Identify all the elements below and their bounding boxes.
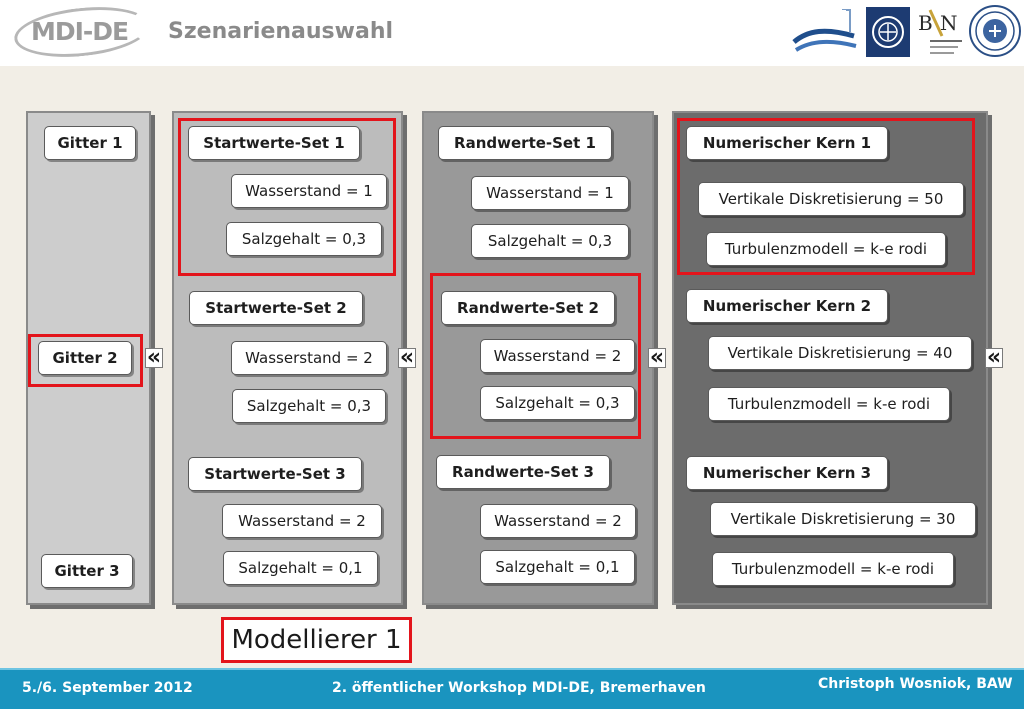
randwerte-set-3-wasserstand: Wasserstand = 2: [480, 504, 636, 538]
startwerte-set-1-wasserstand: Wasserstand = 1: [231, 174, 387, 208]
numerik-column: [672, 111, 988, 605]
startwerte-set-1-title[interactable]: Startwerte-Set 1: [188, 126, 360, 160]
numerischer-kern-2-turbulenz: Turbulenzmodell = k-e rodi: [708, 387, 950, 421]
gitter-column: [26, 111, 151, 605]
randwerte-set-2-wasserstand: Wasserstand = 2: [480, 339, 635, 373]
svg-text:B: B: [918, 11, 933, 35]
bsh-logo: [866, 7, 910, 57]
gitter-2-box[interactable]: Gitter 2: [38, 341, 132, 375]
startwerte-set-3-title[interactable]: Startwerte-Set 3: [188, 457, 362, 491]
footer: [0, 668, 1024, 709]
randwerte-set-1-title[interactable]: Randwerte-Set 1: [438, 126, 612, 160]
randwerte-set-3-salzgehalt: Salzgehalt = 0,1: [480, 550, 635, 584]
startwerte-set-2-title[interactable]: Startwerte-Set 2: [189, 291, 363, 325]
randwerte-set-1-salzgehalt: Salzgehalt = 0,3: [471, 224, 629, 258]
footer-event: 2. öffentlicher Workshop MDI-DE, Bremerhaven: [332, 680, 706, 696]
numerischer-kern-2-diskretisierung: Vertikale Diskretisierung = 40: [708, 336, 972, 370]
baw-logo: [792, 6, 860, 58]
numerischer-kern-1-turbulenz: Turbulenzmodell = k-e rodi: [706, 232, 946, 266]
selection-arrow-4-icon: «: [986, 345, 1002, 370]
numerischer-kern-1-diskretisierung: Vertikale Diskretisierung = 50: [698, 182, 964, 216]
selection-arrow-1-icon: «: [146, 345, 162, 370]
startwerte-set-3-wasserstand: Wasserstand = 2: [222, 504, 382, 538]
randwerte-column: [422, 111, 654, 605]
partner-logos: [792, 4, 1024, 60]
randwerte-set-3-title[interactable]: Randwerte-Set 3: [436, 455, 610, 489]
svg-text:N: N: [940, 11, 958, 35]
gitter-1-box[interactable]: Gitter 1: [44, 126, 136, 160]
numerischer-kern-3-diskretisierung: Vertikale Diskretisierung = 30: [710, 502, 976, 536]
numerischer-kern-2-title[interactable]: Numerischer Kern 2: [686, 289, 888, 323]
footer-author: Christoph Wosniok, BAW: [818, 676, 1013, 692]
bfn-logo: [916, 6, 964, 58]
startwerte-set-2-wasserstand: Wasserstand = 2: [231, 341, 387, 375]
selection-arrow-3-icon: «: [649, 345, 665, 370]
numerischer-kern-3-title[interactable]: Numerischer Kern 3: [686, 456, 888, 490]
university-seal-logo: [968, 4, 1022, 58]
selection-arrow-2-icon: «: [399, 345, 415, 370]
mdi-de-logo: [14, 8, 150, 56]
header: [0, 0, 1024, 66]
randwerte-set-2-salzgehalt: Salzgehalt = 0,3: [480, 386, 635, 420]
randwerte-set-1-wasserstand: Wasserstand = 1: [471, 176, 629, 210]
modeller-label: Modellierer 1: [221, 617, 412, 663]
numerischer-kern-1-title[interactable]: Numerischer Kern 1: [686, 126, 888, 160]
gitter-3-box[interactable]: Gitter 3: [41, 554, 133, 588]
startwerte-set-1-salzgehalt: Salzgehalt = 0,3: [226, 222, 382, 256]
page-title: Szenarienauswahl: [168, 19, 394, 44]
footer-date: 5./6. September 2012: [22, 680, 193, 696]
logo-text: MDI-DE: [31, 17, 129, 46]
randwerte-set-2-title[interactable]: Randwerte-Set 2: [441, 291, 615, 325]
startwerte-set-2-salzgehalt: Salzgehalt = 0,3: [232, 389, 386, 423]
startwerte-column: [172, 111, 403, 605]
startwerte-set-3-salzgehalt: Salzgehalt = 0,1: [223, 551, 378, 585]
numerischer-kern-3-turbulenz: Turbulenzmodell = k-e rodi: [712, 552, 954, 586]
